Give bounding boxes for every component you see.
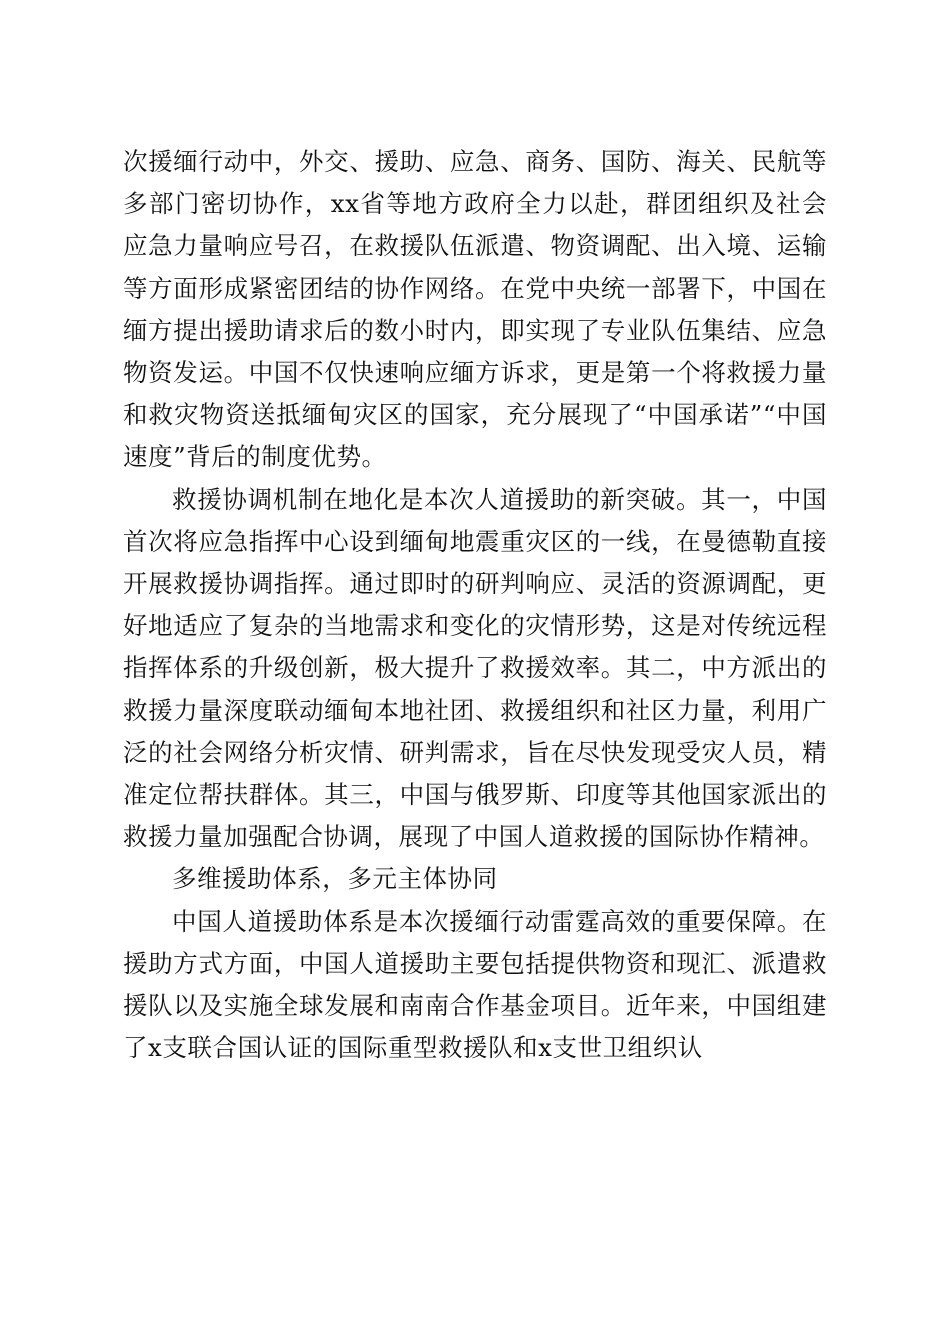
section-heading: 多维援助体系，多元主体协同: [172, 864, 498, 894]
paragraph-localized-coordination: 救援协调机制在地化是本次人道援助的新突破。其一，中国首次将应急指挥中心设到缅甸地震重灾区的一线，在曼德勒直接开展救援协调指挥。通过即时的研判响应、灵活的资源调配，更好地适应了复杂的当地需求和变化的灾情形势，这是对传统远程指挥体系的升级创新，极大提升了救援效率。其二，中方派出的救援力量深度联动缅甸本地社团、救援组织和社区力量，利用广泛的社会网络分析灾情、研判需求，旨在尽快发现受灾人员，精准定位帮扶群体。其三，中国与俄罗斯、印度等其他国家派出的救援力量加强配合协调，展现了中国人道救援的国际协作精神。: [123, 484, 827, 852]
document-body: [123, 141, 827, 1069]
paragraph-aid-system: 中国人道援助体系是本次援缅行动雷霆高效的重要保障。在援助方式方面，中国人道援助主要包括提供物资和现汇、派遣救援队以及实施全球发展和南南合作基金项目。近年来，中国组建了x支联合国认证的国际重型救援队和x支世卫组织认: [123, 906, 827, 1063]
paragraph-cooperation: 次援缅行动中，外交、援助、应急、商务、国防、海关、民航等多部门密切协作，xx省等地方政府全力以赴，群团组织及社会应急力量响应号召，在救援队伍派遣、物资调配、出入境、运输等方面形成紧密团结的协作网络。在党中央统一部署下，中国在缅方提出援助请求后的数小时内，即实现了专业队伍集结、应急物资发运。中国不仅快速响应缅方诉求，更是第一个将救援力量和救灾物资送抵缅甸灾区的国家，充分展现了“中国承诺”“中国速度”背后的制度优势。: [123, 147, 827, 472]
